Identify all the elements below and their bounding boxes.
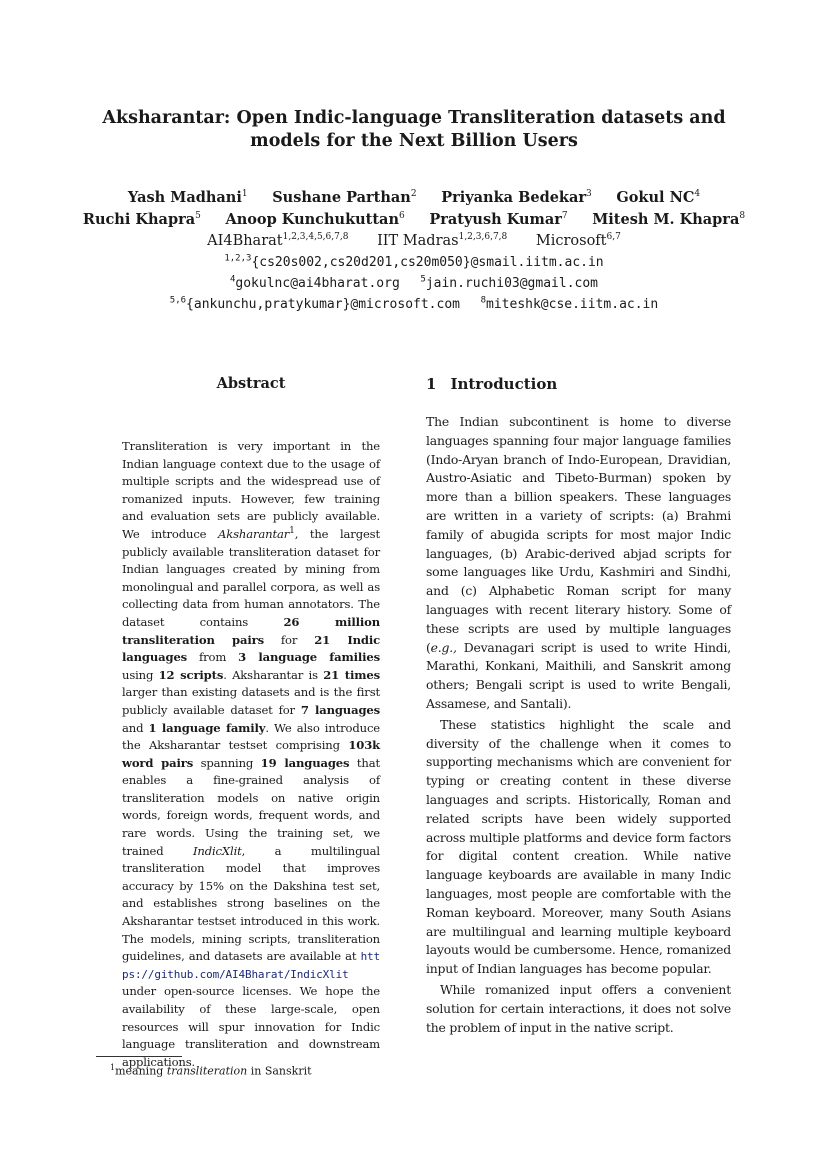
- author-email: $^4$gokulnc@ai4bharat.org: [229, 274, 400, 291]
- github-link[interactable]: https://github.com/AI4Bharat/IndicXlit: [122, 950, 380, 981]
- author-name: Anoop Kunchukuttan$^6$: [225, 211, 405, 228]
- introduction-column: [426, 374, 731, 1039]
- intro-paragraph-1: The Indian subcontinent is home to diverse languages spanning four major language families (Indo-Aryan branch of Indo-European, Dravidian, Austro-Asiatic and Tibeto-Burman) spoken by more than a billion speakers. These languages are written in a variety of scripts: (a) Brahmi family of abugida scripts for most major Indic languages, (b) Arabic-derived abjad scripts for some languages like Urdu, Kashmiri and Sindhi, and (c) Alphabetic Roman script for many languages with recent literary history. Some of these scripts are used by multiple languages (e.g., Devanagari script is used to write Hindi, Marathi, Konkani, Maithili, and Sanskrit among others; Bengali script is used to write Bengali, Assamese, and Santali).: [426, 414, 731, 711]
- author-block: [60, 187, 768, 315]
- author-name: Priyanka Bedekar$^3$: [441, 189, 592, 206]
- author-row-2: [60, 209, 768, 231]
- author-email: $^5$jain.ruchi03@gmail.com: [420, 274, 598, 291]
- abstract-heading: Abstract: [216, 375, 286, 392]
- affiliation: AI4Bharat$^{1,2,3,4,5,6,7,8}$: [207, 232, 349, 249]
- title-line-2: models for the Next Billion Users: [250, 131, 578, 151]
- abstract-column: [122, 374, 380, 1071]
- footnote-marker: 1: [289, 526, 295, 537]
- email-row-1: [60, 252, 768, 273]
- author-name: Yash Madhani$^1$: [127, 189, 248, 206]
- email-row-2: [60, 273, 768, 294]
- title-line-1: Aksharantar: Open Indic-language Transliteration datasets and: [102, 108, 726, 128]
- affiliation-row: [60, 231, 768, 252]
- intro-paragraph-2: These statistics highlight the scale and diversity of the challenge when it comes to supporting mechanisms which are convenient for typing or creating content in these diverse languages and scripts. Historically, Roman and related scripts have been widely supported across multiple platforms and device form factors for digital content creation. While native language keyboards are available in many Indic languages, most people are comfortable with the Roman keyboard. Moreover, many South Asians are multilingual and learning multiple keyboard layouts would be cumbersome. Hence, romanized input of Indian languages has become popular.: [426, 716, 731, 977]
- author-name: Sushane Parthan$^2$: [272, 189, 417, 206]
- affiliation: IIT Madras$^{1,2,3,6,7,8}$: [377, 232, 508, 249]
- author-email: $^{5,6}${ankunchu,pratykumar}@microsoft.com: [169, 295, 460, 312]
- author-name: Ruchi Khapra$^5$: [82, 211, 201, 228]
- author-name: Mitesh M. Khapra$^8$: [592, 211, 746, 228]
- author-email: $^{1,2,3}${cs20s002,cs20d201,cs20m050}@smail.iitm.ac.in: [224, 253, 604, 270]
- author-email: $^8$miteshk@cse.iitm.ac.in: [480, 295, 659, 312]
- intro-paragraph-3: While romanized input offers a convenient solution for certain interactions, it does not solve the problem of input in the native script.: [426, 981, 731, 1035]
- abstract-body: Transliteration is very important in the Indian language context due to the usage of multiple scripts and the widespread use of romanized inputs. However, few training and evaluation sets are publicly available. We introduce Aksharantar$^1$, the largest publicly available transliteration dataset for Indian languages created by mining from monolingual and parallel corpora, as well as collecting data from human annotators. The dataset contains 26 million transliteration pairs for 21 Indic languages from 3 language families using 12 scripts. Aksharantar is 21 times larger than existing datasets and is the first publicly available dataset for 7 languages and 1 language family. We also introduce the Aksharantar testset comprising 103k word pairs spanning 19 languages that enables a fine-grained analysis of transliteration models on native origin words, foreign words, frequent words, and rare words. Using the training set, we trained IndicXlit, a multilingual transliteration model that improves accuracy by 15% on the Dakshina test set, and establishes strong baselines on the Aksharantar testset introduced in this work. The models, mining scripts, transliteration guidelines, and datasets are available at https://github.com/AI4Bharat/IndicXlit under open-source licenses. We hope the availability of these large-scale, open resources will spur innovation for Indic language transliteration and downstream applications.: [122, 439, 381, 1069]
- footnote: $^1$meaning transliteration in Sanskrit: [110, 1063, 312, 1078]
- affiliation: Microsoft$^{6,7}$: [535, 232, 621, 249]
- footnote-divider: [96, 1056, 182, 1057]
- author-row-1: [60, 187, 768, 209]
- paper-title: [70, 107, 758, 153]
- author-name: Pratyush Kumar$^7$: [429, 211, 568, 228]
- section-heading-introduction: 1 Introduction: [426, 375, 558, 393]
- email-row-3: [60, 294, 768, 315]
- author-name: Gokul $NC^4$: [616, 189, 701, 206]
